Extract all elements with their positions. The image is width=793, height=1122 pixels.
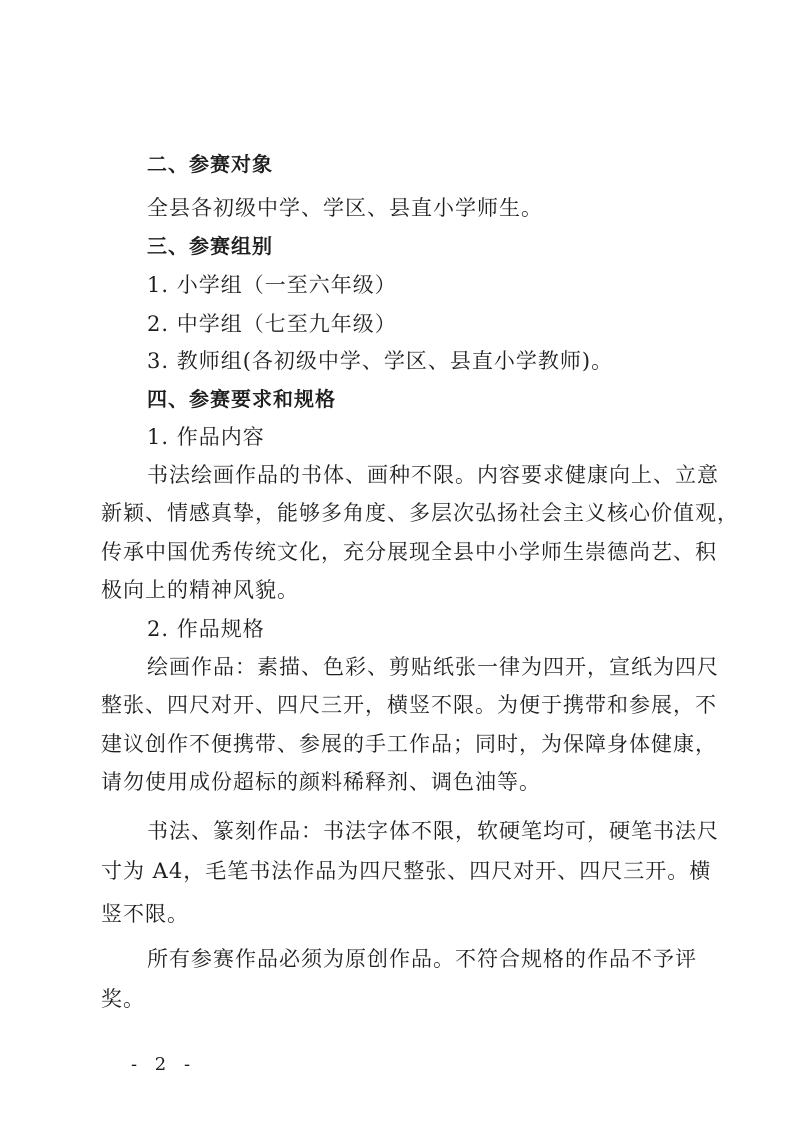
section-heading-groups: 三、参赛组别 — [147, 234, 273, 258]
section-heading-requirements: 四、参赛要求和规格 — [147, 387, 336, 411]
paragraph-line: 竖不限。 — [101, 902, 189, 926]
paragraph-line: 极向上的精神风貌。 — [101, 578, 299, 602]
paragraph-line: 全县各初级中学、学区、县直小学师生。 — [147, 196, 543, 220]
paragraph-line: 寸为 A4，毛笔书法作品为四尺整张、四尺对开、四尺三开。横 — [101, 859, 712, 883]
list-item-primary: 1. 小学组（一至六年级） — [147, 273, 397, 297]
section-heading-participants: 二、参赛对象 — [147, 152, 273, 176]
paragraph-line: 奖。 — [101, 987, 145, 1011]
page-number: - 2 - — [131, 1054, 197, 1075]
subheading-content: 1. 作品内容 — [147, 425, 265, 449]
list-item-middle: 2. 中学组（七至九年级） — [147, 312, 397, 336]
list-item-teacher: 3. 教师组(各初级中学、学区、县直小学教师)。 — [147, 349, 614, 373]
paragraph-line: 书法绘画作品的书体、画种不限。内容要求健康向上、立意 — [147, 463, 719, 487]
paragraph-line: 传承中国优秀传统文化，充分展现全县中小学师生崇德尚艺、积 — [101, 540, 717, 564]
paragraph-line: 书法、篆刻作品：书法字体不限，软硬笔均可，硬笔书法尺 — [147, 819, 719, 843]
paragraph-line: 所有参赛作品必须为原创作品。不符合规格的作品不予评 — [147, 947, 697, 971]
subheading-specs: 2. 作品规格 — [147, 617, 265, 641]
paragraph-line: 建议创作不便携带、参展的手工作品；同时，为保障身体健康， — [101, 732, 717, 756]
paragraph-line: 整张、四尺对开、四尺三开，横竖不限。为便于携带和参展，不 — [101, 693, 717, 717]
paragraph-line: 请勿使用成份超标的颜料稀释剂、调色油等。 — [101, 770, 541, 794]
paragraph-line: 绘画作品：素描、色彩、剪贴纸张一律为四开，宣纸为四尺 — [147, 655, 719, 679]
paragraph-line: 新颖、情感真挚，能够多角度、多层次弘扬社会主义核心价值观， — [101, 501, 739, 525]
